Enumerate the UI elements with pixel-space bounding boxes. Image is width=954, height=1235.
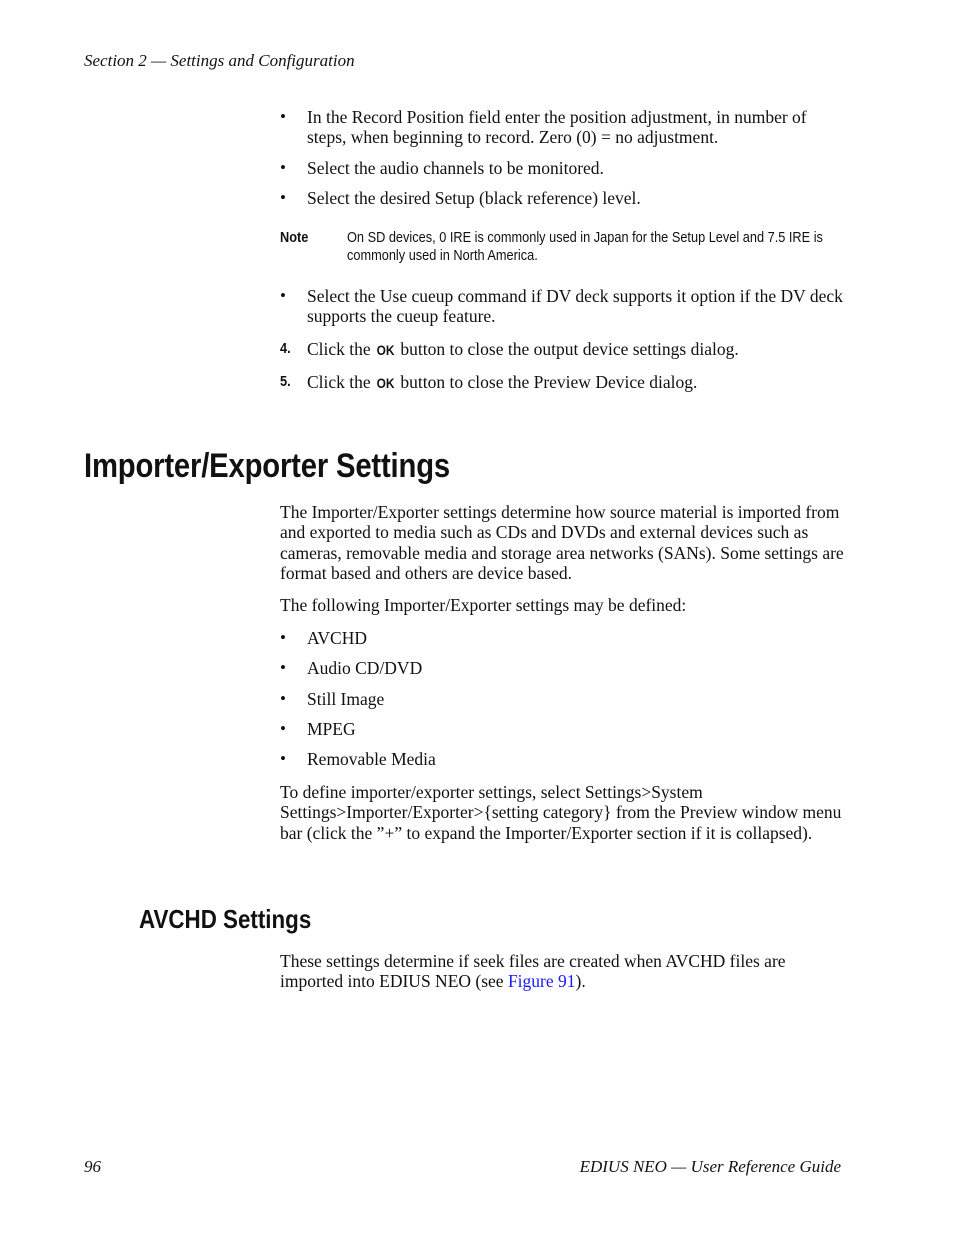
list-item-text: AVCHD (307, 628, 367, 648)
ok-label: OK (376, 375, 395, 391)
step-number: 5. (280, 373, 291, 390)
bullet-icon: • (280, 286, 286, 305)
bullet-icon: • (280, 158, 286, 177)
list-item-text: Select the desired Setup (black reference) level. (307, 188, 641, 208)
figure-link[interactable]: Figure 91 (507, 971, 576, 992)
subsection-title: AVCHD Settings (139, 904, 312, 934)
bullet-icon: • (280, 658, 286, 677)
section-intro: The Importer/Exporter settings determine how source material is imported from and exported to media such as CDs and DVDs and external devices such as cameras, removable media and storage area networks (SANs). Some settings are format based and others are device based. (280, 502, 844, 583)
note-text: On SD devices, 0 IRE is commonly used in Japan for the Setup Level and 7.5 IRE is commonly used in North America. (347, 230, 823, 264)
list-item-text: Removable Media (307, 749, 436, 769)
section-lead: The following Importer/Exporter settings may be defined: (280, 595, 687, 615)
page-number: 96 (84, 1157, 101, 1176)
section-define: To define importer/exporter settings, select Settings>System Settings>Importer/Exporter>{setting category} from the Preview window menu bar (click the ”+” to expand the Importer/Exporter section if it is collapsed). (280, 782, 842, 843)
list-item-text: Select the audio channels to be monitored. (307, 158, 604, 178)
list-item-text: Audio CD/DVD (307, 658, 423, 678)
bullet-icon: • (280, 689, 286, 708)
ok-label: OK (376, 342, 395, 358)
step-text: Click the OK button to close the Preview Device dialog. (307, 372, 698, 392)
running-head: Section 2 — Settings and Configuration (84, 51, 355, 70)
step-text: Click the OK button to close the output device settings dialog. (307, 339, 739, 359)
bullet-icon: • (280, 749, 286, 768)
guide-title: EDIUS NEO — User Reference Guide (579, 1157, 841, 1176)
bullet-icon: • (280, 188, 286, 207)
bullet-icon: • (280, 719, 286, 738)
list-item-text: Still Image (307, 689, 385, 709)
section-title: Importer/Exporter Settings (84, 447, 450, 485)
subsection-text: These settings determine if seek files are created when AVCHD files are imported into EDIUS NEO (see Figure 91). (280, 951, 786, 992)
bullet-icon: • (280, 107, 286, 126)
list-item-text: In the Record Position field enter the position adjustment, in number of steps, when beginning to record. Zero (0) = no adjustment. (307, 107, 807, 148)
bullet-icon: • (280, 628, 286, 647)
note-label: Note (280, 229, 309, 246)
step-number: 4. (280, 340, 291, 357)
list-item-text: MPEG (307, 719, 356, 739)
list-item-text: Select the Use cueup command if DV deck supports it option if the DV deck supports the cueup feature. (307, 286, 843, 327)
